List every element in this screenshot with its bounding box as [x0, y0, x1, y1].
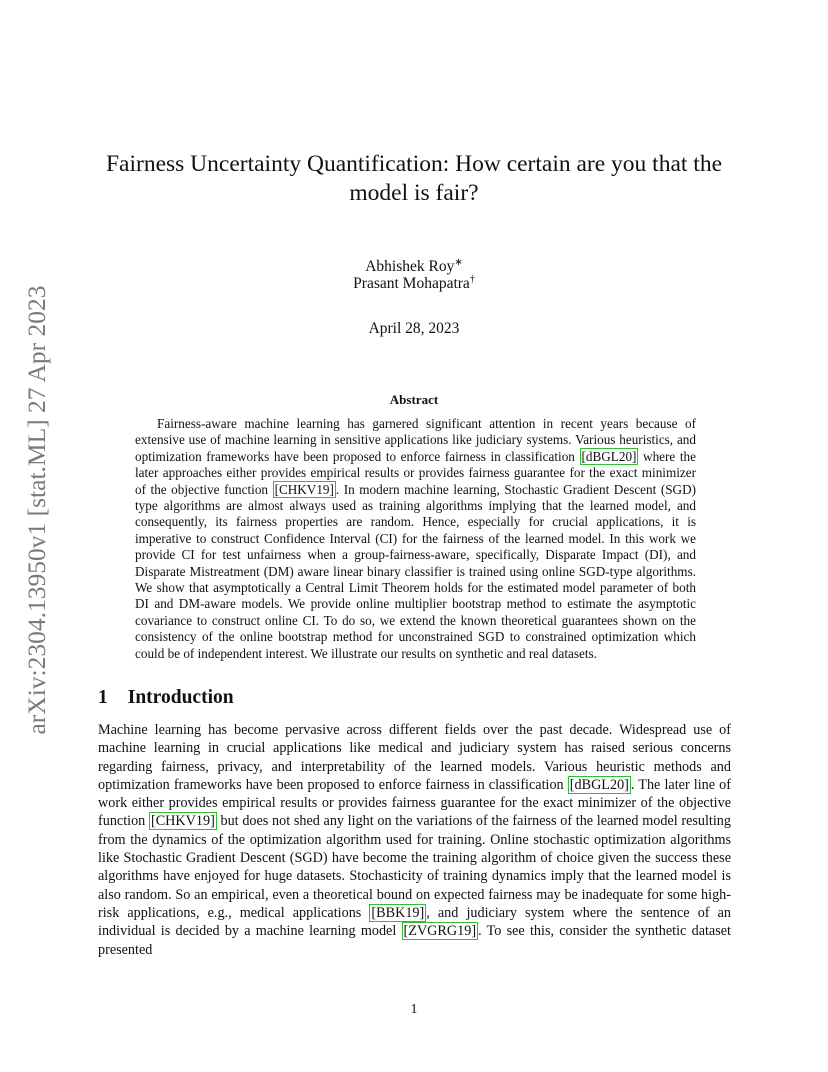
intro-text-segment: but does not shed any light on the variations of the fairness of the learned model resulting from the dynamics of the optimization algorithm used for training. Online stochastic optimization algorithms like Stochastic Gradient Descent (SGD) have become the training algorithm of choice given the success these algorithms have enjoyed for huge datasets. Stochasticity of training dynamics imply that the learned model is also random. So an empirical, even a theoretical bound on expected fairness may be inadequate for some high-risk applications, e.g., medical applications: [98, 813, 731, 921]
citation-link[interactable]: [dBGL20]: [569, 776, 629, 793]
author-2-footnote-mark[interactable]: †: [469, 273, 475, 285]
author-2: [90, 275, 738, 293]
introduction-text: [98, 721, 731, 959]
abstract-heading: Abstract: [389, 392, 439, 407]
arxiv-identifier-margin: [0, 0, 70, 1072]
intro-text-segment: . The later line of work either provides empirical results or provides fairness guarantee for the exact minimizer of the objective function: [98, 776, 731, 830]
abstract-text: [135, 416, 696, 662]
section-heading: [98, 687, 234, 709]
citation-link[interactable]: [BBK19]: [371, 904, 425, 921]
citation-link[interactable]: [CHKV19]: [274, 481, 334, 497]
abstract-text-segment: . In modern machine learning, Stochastic Gradient Descent (SGD) type algorithms are almost always used as training algorithms implying that the learned model, and consequently, its fairness properties are random. Hence, especially for crucial applications, it is imperative to construct Confidence Interval (CI) for the fairness of the learned model. In this work we provide CI for test unfairness when a group-fairness-aware, specifically, Disparate Impact (DI), and Disparate Mistreatment (DM) aware linear binary classifier is trained using online SGD-type algorithms. We show that asymptotically a Central Limit Theorem holds for the estimated model parameter of both DI and DM-aware models. We provide online multiplier bootstrap method to estimate the asymptotic covariance to construct online CI. To do so, we extend the known theoretical guarantees shown on the consistency of the online bootstrap method for unconstrained SGD to constrained optimization which could be of independent interest. We illustrate our results on synthetic and real datasets.: [135, 481, 696, 661]
citation-link[interactable]: [dBGL20]: [581, 448, 637, 464]
page-number: 1: [410, 1002, 418, 1017]
author-2-name: Prasant Mohapatra: [353, 275, 470, 292]
paper-title: Fairness Uncertainty Quantification: How certain are you that the model is fair?: [105, 151, 722, 206]
author-1-footnote-mark[interactable]: ∗: [454, 256, 463, 268]
intro-text-segment: Machine learning has become pervasive across different fields over the past decade. Widespread use of machine learning in crucial applications like medical and judiciary system has raised serious concerns regarding fairness, privacy, and interpretability of the learned models. Various heuristic methods and optimization frameworks have been proposed to enforce fairness in classification: [98, 722, 731, 793]
arxiv-identifier: arXiv:2304.13950v1 [stat.ML] 27 Apr 2023: [22, 285, 51, 735]
intro-text-segment: , and judiciary system where the sentence of an individual is decided by a machine learning model: [98, 904, 732, 940]
author-1-name: Abhishek Roy: [365, 258, 455, 275]
author-1: [90, 258, 738, 276]
citation-link[interactable]: [ZVGRG19]: [403, 923, 477, 940]
section-title: Introduction: [127, 687, 234, 708]
section-number: 1: [98, 687, 108, 708]
abstract-text-segment: Fairness-aware machine learning has garnered significant attention in recent years because of extensive use of machine learning in sensitive applications like judiciary systems. Various heuristics, and optimization frameworks have been proposed to enforce fairness in classification: [135, 416, 696, 464]
intro-text-segment: . To see this, consider the synthetic dataset presented: [98, 923, 731, 958]
citation-link[interactable]: [CHKV19]: [150, 813, 215, 830]
paper-date: April 28, 2023: [368, 320, 460, 337]
abstract-text-segment: where the later approaches either provides empirical results or provides fairness guarantee for the exact minimizer of the objective function: [135, 448, 696, 497]
